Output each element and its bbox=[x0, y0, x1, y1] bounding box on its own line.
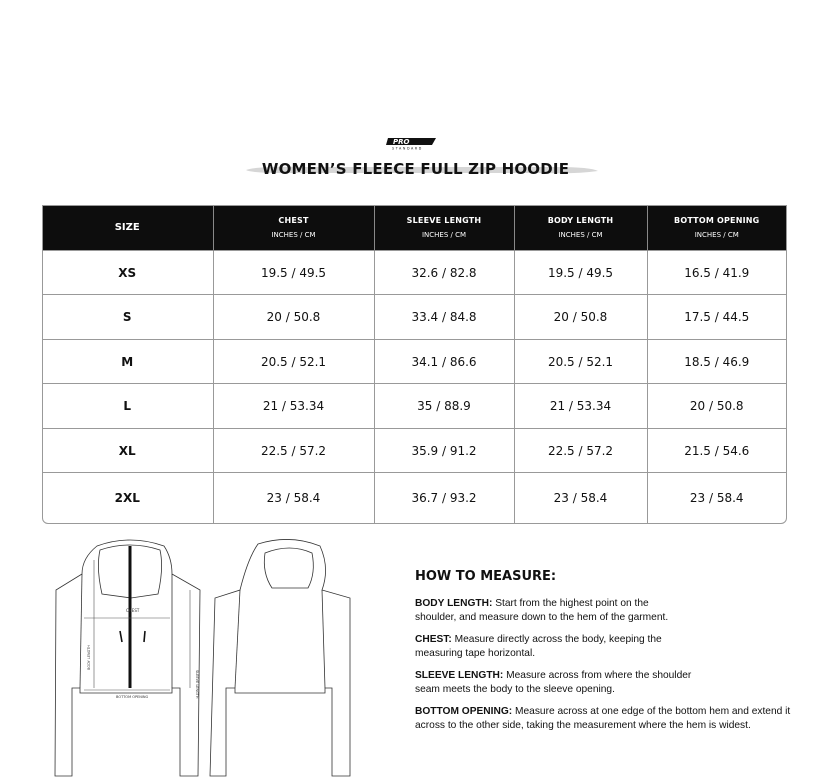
value-cell: 18.5 / 46.9 bbox=[647, 339, 786, 383]
instruction-chest: CHEST: Measure directly across the body, keeping the measuring tape horizontal. bbox=[415, 633, 662, 659]
page-title: WOMEN’S FLEECE FULL ZIP HOODIE bbox=[261, 160, 570, 178]
value-cell: 35 / 88.9 bbox=[374, 384, 514, 428]
table-row bbox=[42, 384, 786, 428]
value-cell: 17.5 / 44.5 bbox=[647, 295, 786, 339]
logo-subtext: STANDARD bbox=[392, 146, 423, 150]
value-cell: 32.6 / 82.8 bbox=[374, 251, 514, 295]
value-cell: 19.5 / 49.5 bbox=[213, 251, 374, 295]
size-header: SIZE bbox=[42, 205, 213, 251]
value-cell: 21.5 / 54.6 bbox=[647, 428, 786, 472]
size-cell: 2XL bbox=[42, 473, 213, 523]
size-chart-table bbox=[42, 205, 786, 523]
column-header: SLEEVE LENGTH INCHES / CM bbox=[374, 205, 514, 251]
size-cell: M bbox=[42, 339, 213, 383]
table-header-row bbox=[42, 205, 786, 251]
bottom-opening-diagram-label: BOTTOM OPENING bbox=[116, 695, 149, 699]
column-header: BODY LENGTH INCHES / CM bbox=[514, 205, 647, 251]
hoodie-measurement-diagram bbox=[50, 538, 370, 778]
value-cell: 23 / 58.4 bbox=[647, 473, 786, 523]
value-cell: 20 / 50.8 bbox=[213, 295, 374, 339]
value-cell: 20.5 / 52.1 bbox=[213, 339, 374, 383]
size-cell: L bbox=[42, 384, 213, 428]
size-cell: S bbox=[42, 295, 213, 339]
column-header: BOTTOM OPENING INCHES / CM bbox=[647, 205, 786, 251]
table-row bbox=[42, 251, 786, 295]
sleeve-length-diagram-label: SLEEVE LENGTH bbox=[195, 670, 199, 699]
instruction-body-length: BODY LENGTH: Start from the highest point on the shoulder, and measure down to the hem of the garment. bbox=[415, 597, 669, 623]
chest-diagram-label: CHEST bbox=[126, 608, 140, 613]
value-cell: 21 / 53.34 bbox=[213, 384, 374, 428]
brand-logo bbox=[386, 134, 444, 150]
logo-text: PRO bbox=[393, 138, 410, 146]
instruction-bottom-opening: BOTTOM OPENING: Measure across at one edge of the bottom hem and extend it across to the other side, taking the measurement where the hem is widest. bbox=[415, 705, 791, 731]
value-cell: 20 / 50.8 bbox=[514, 295, 647, 339]
table-row bbox=[42, 339, 786, 383]
how-to-measure-section bbox=[415, 570, 815, 741]
value-cell: 23 / 58.4 bbox=[213, 473, 374, 523]
table-row bbox=[42, 428, 786, 472]
hoodie-front-drawing bbox=[55, 540, 200, 776]
value-cell: 23 / 58.4 bbox=[514, 473, 647, 523]
size-cell: XL bbox=[42, 428, 213, 472]
value-cell: 22.5 / 57.2 bbox=[514, 428, 647, 472]
value-cell: 33.4 / 84.8 bbox=[374, 295, 514, 339]
how-to-measure-heading: HOW TO MEASURE: bbox=[415, 569, 557, 584]
instruction-sleeve-length: SLEEVE LENGTH: Measure across from where the shoulder seam meets the body to the sleeve opening. bbox=[415, 669, 692, 695]
value-cell: 35.9 / 91.2 bbox=[374, 428, 514, 472]
value-cell: 20 / 50.8 bbox=[647, 384, 786, 428]
column-header: CHEST INCHES / CM bbox=[213, 205, 374, 251]
table-row bbox=[42, 295, 786, 339]
value-cell: 21 / 53.34 bbox=[514, 384, 647, 428]
value-cell: 19.5 / 49.5 bbox=[514, 251, 647, 295]
value-cell: 34.1 / 86.6 bbox=[374, 339, 514, 383]
value-cell: 36.7 / 93.2 bbox=[374, 473, 514, 523]
body-length-diagram-label: BODY LENGTH bbox=[87, 645, 91, 670]
size-cell: XS bbox=[42, 251, 213, 295]
value-cell: 16.5 / 41.9 bbox=[647, 251, 786, 295]
value-cell: 20.5 / 52.1 bbox=[514, 339, 647, 383]
hoodie-back-drawing bbox=[195, 539, 350, 776]
table-row bbox=[42, 473, 786, 523]
value-cell: 22.5 / 57.2 bbox=[213, 428, 374, 472]
